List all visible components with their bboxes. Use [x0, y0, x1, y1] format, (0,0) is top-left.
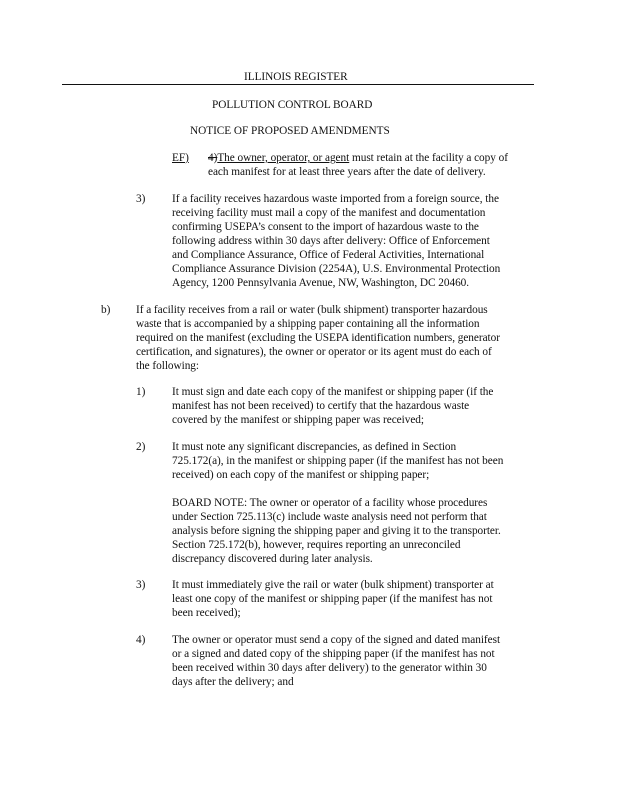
item-b-marker: b) — [101, 304, 111, 316]
item-a3-line: receiving facility must mail a copy of the manifest and documentation — [172, 207, 486, 219]
item-b3-line: been received); — [172, 607, 241, 619]
board-note-line: under Section 725.113(c) include waste analysis need not perform that — [172, 511, 487, 523]
item-b3-line: least one copy of the manifest or shipping paper (if the manifest has not — [172, 593, 493, 605]
item-b-line: certification, and signatures), the owner or operator or its agent must do each of — [136, 346, 492, 358]
board-note-line: analysis before signing the shipping paper and giving it to the transporter. — [172, 525, 501, 537]
item-b4-line: or a signed and dated copy of the shipping paper (if the manifest has not — [172, 648, 495, 660]
item-b-line: the following: — [136, 360, 199, 372]
item-a3-line: confirming USEPA’s consent to the import of hazardous waste to the — [172, 221, 479, 233]
item-b4-line: The owner or operator must send a copy of the signed and dated manifest — [172, 634, 501, 646]
item-a3-marker: 3) — [136, 193, 146, 205]
item-b4-line: been received within 30 days after delivery) to the generator within 30 — [172, 662, 487, 674]
item-b1-line: It must sign and date each copy of the manifest or shipping paper (if the — [172, 386, 494, 398]
board-note-line: Section 725.172(b), however, requires reporting an unreconciled — [172, 539, 461, 551]
item-b-line: If a facility receives from a rail or water (bulk shipment) transporter hazardous — [136, 304, 488, 316]
item-b-line: waste that is accompanied by a shipping paper containing all the information — [136, 318, 480, 330]
item-b1-marker: 1) — [136, 386, 146, 398]
inserted-text: The owner, operator, or agent — [217, 152, 350, 164]
register-title: ILLINOIS REGISTER — [244, 71, 348, 83]
item-a3-line: Compliance Assurance Division (2254A), U.S. Environmental Protection — [172, 263, 501, 275]
item-b2-line: 725.172(a), in the manifest or shipping paper (if the manifest has not been — [172, 455, 504, 467]
board-title: POLLUTION CONTROL BOARD — [212, 99, 373, 111]
notice-title: NOTICE OF PROPOSED AMENDMENTS — [190, 125, 390, 137]
item-b2-marker: 2) — [136, 441, 146, 453]
item-b3-marker: 3) — [136, 579, 146, 591]
item-b3-line: It must immediately give the rail or water (bulk shipment) transporter at — [172, 579, 494, 591]
item-b2-line: received) on each copy of the manifest or shipping paper; — [172, 469, 430, 481]
item-b1-line: covered by the manifest or shipping paper was received; — [172, 414, 424, 426]
item-b4-line: days after the delivery; and — [172, 676, 294, 688]
item-a2-line-2: each manifest for at least three years after the date of delivery. — [208, 166, 486, 178]
board-note-line: discrepancy discovered during later analysis. — [172, 553, 373, 565]
item-b1-line: manifest has not been received) to certify that the hazardous waste — [172, 400, 470, 412]
item-b4-marker: 4) — [136, 634, 146, 646]
item-a3-line: following address within 30 days after delivery: Office of Enforcement — [172, 235, 490, 247]
item-a3-line: If a facility receives hazardous waste imported from a foreign source, the — [172, 193, 499, 205]
item-a3-line: Agency, 1200 Pennsylvania Avenue, NW, Washington, DC 20460. — [172, 277, 470, 289]
header-rule — [62, 84, 534, 85]
item-b-line: required on the manifest (excluding the USEPA identification numbers, generator — [136, 332, 500, 344]
item-a3-line: and Compliance Assurance, Office of Federal Activities, International — [172, 249, 485, 261]
item-b2-line: It must note any significant discrepancies, as defined in Section — [172, 441, 457, 453]
item-a2-line-1: 4)The owner, operator, or agent must retain at the facility a copy of — [208, 152, 508, 164]
board-note-line: BOARD NOTE: The owner or operator of a facility whose procedures — [172, 497, 488, 509]
deleted-marker: 4) — [208, 152, 218, 164]
item-a2-marker: EF) — [172, 152, 189, 164]
